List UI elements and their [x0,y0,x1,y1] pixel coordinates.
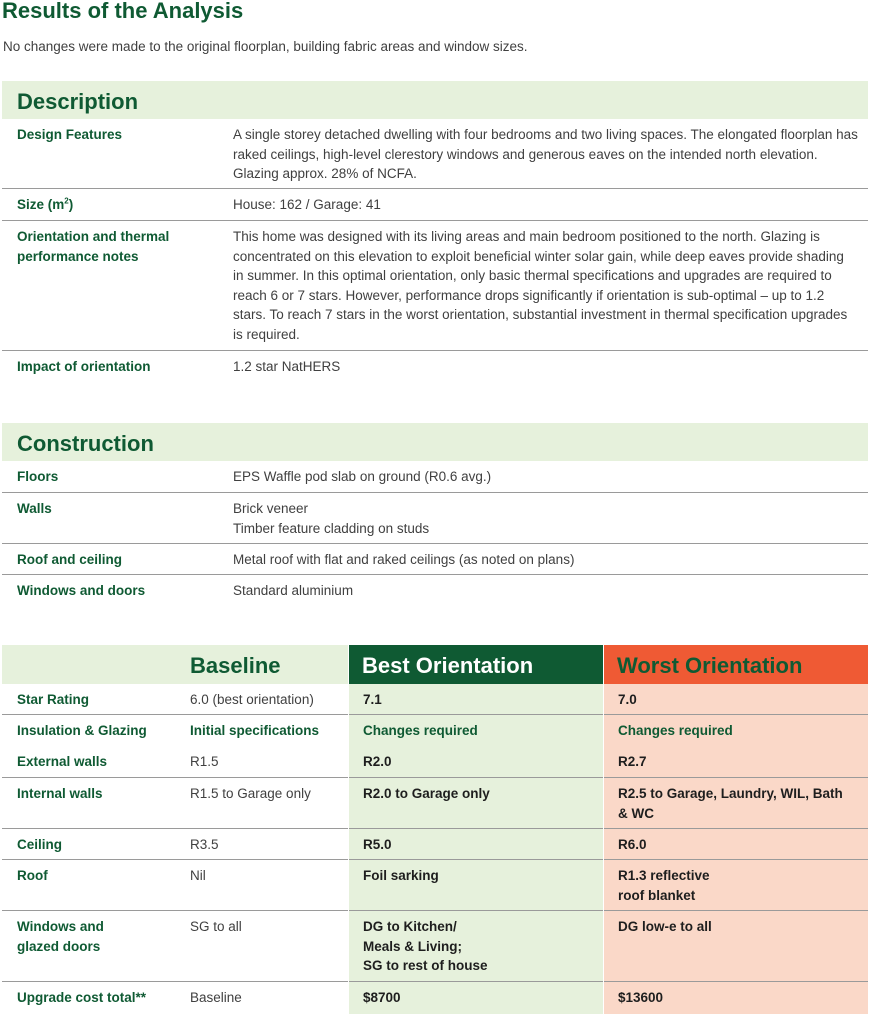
row-label [17,195,217,215]
baseline-value: R1.5 to Garage only [190,786,311,801]
worst-value: R6.0 [618,837,647,852]
description-row-orientation-notes [2,221,868,351]
row-label: Impact of orientation [17,359,151,374]
row-label: Upgrade cost total** [17,990,147,1005]
table-row-external-walls [2,746,868,778]
baseline-value: Nil [190,868,206,883]
table-row-star-rating [2,684,868,715]
table-row-roof [2,860,868,911]
best-value: DG to Kitchen/ Meals & Living; SG to rest of house [363,919,488,973]
best-value: R2.0 [363,754,392,769]
baseline-value: 6.0 (best orientation) [190,692,314,707]
worst-value: R1.3 reflective roof blanket [618,868,710,903]
row-label: Roof and ceiling [17,552,123,567]
worst-value: R2.7 [618,754,647,769]
table-row-internal-walls [2,778,868,829]
description-row-impact [2,351,868,382]
row-value: House: 162 / Garage: 41 [233,197,381,212]
row-label: Windows and doors [17,583,146,598]
best-value: Changes required [363,723,478,738]
row-label: Roof [17,868,48,883]
row-label: Floors [17,469,59,484]
size-label-superscript: 2 [64,196,69,206]
worst-value: 7.0 [618,692,637,707]
baseline-heading: Baseline [190,653,281,678]
worst-value: Changes required [618,723,733,738]
baseline-value: R1.5 [190,754,219,769]
baseline-value: Initial specifications [190,723,320,738]
row-label: Insulation & Glazing [17,723,147,738]
row-value: 1.2 star NatHERS [233,359,341,374]
best-value: 7.1 [363,692,382,707]
page-title: Results of the Analysis [2,0,244,23]
row-value: A single storey detached dwelling with four bedrooms and two living spaces. The elongated floorplan has raked ceilings, high-level clerestory windows and generous eaves on the intended north elevation. Glazing approx. 28% of NCFA. [233,127,858,181]
row-label: Star Rating [17,692,90,707]
row-value: This home was designed with its living areas and main bedroom positioned to the north. Glazing is concentrated on this elevation to exploit beneficial winter solar gain, while deep eaves provide shading in summer. In this optimal orientation, only basic thermal specifications and upgrades are required to reach 6 or 7 stars. However, performance drops significantly if orientation is sub-optimal – up to 1.2 stars. To reach 7 stars in the worst orientation, substantial investment in thermal specification upgrades is required. [233,229,848,342]
worst-value: R2.5 to Garage, Laundry, WIL, Bath & WC [618,786,843,821]
column-divider [603,645,604,1014]
description-row-design-features [2,119,868,189]
worst-orientation-heading: Worst Orientation [617,653,803,678]
best-value: R5.0 [363,837,392,852]
baseline-value: R3.5 [190,837,219,852]
construction-row-roof-ceiling [2,544,868,575]
construction-row-walls [2,493,868,544]
row-value: Metal roof with flat and raked ceilings (as noted on plans) [233,552,575,567]
page-subtitle: No changes were made to the original floorplan, building fabric areas and window sizes. [3,39,528,54]
construction-row-floors [2,461,868,493]
construction-heading: Construction [2,423,868,461]
comparison-header-band [2,645,348,684]
construction-row-windows-doors [2,575,868,606]
row-value: Standard aluminium [233,583,354,598]
baseline-value: SG to all [190,919,242,934]
row-label: Walls [17,501,52,516]
worst-value: DG low-e to all [618,919,712,934]
table-row-insulation-glazing [2,715,868,745]
best-value: Foil sarking [363,868,439,883]
best-value: R2.0 to Garage only [363,786,490,801]
description-row-size [2,189,868,221]
description-heading: Description [2,81,868,119]
best-orientation-heading: Best Orientation [362,653,534,678]
table-row-windows-glazed-doors [2,911,868,982]
row-label: Design Features [17,127,123,142]
baseline-value: Baseline [190,990,242,1005]
size-label-text: Size (m [17,197,65,212]
size-label-end: ) [68,197,74,212]
worst-value: $13600 [618,990,664,1005]
row-label: Ceiling [17,837,63,852]
table-row-ceiling [2,829,868,860]
row-value: EPS Waffle pod slab on ground (R0.6 avg.) [233,469,492,484]
best-value: $8700 [363,990,401,1005]
row-label: Internal walls [17,786,103,801]
column-divider [348,645,349,1014]
row-label: Orientation and thermal performance notes [17,229,170,264]
row-label: External walls [17,754,108,769]
row-label: Windows and glazed doors [17,919,104,954]
table-row-upgrade-cost [2,982,868,1014]
row-value: Brick veneer Timber feature cladding on studs [233,501,430,536]
